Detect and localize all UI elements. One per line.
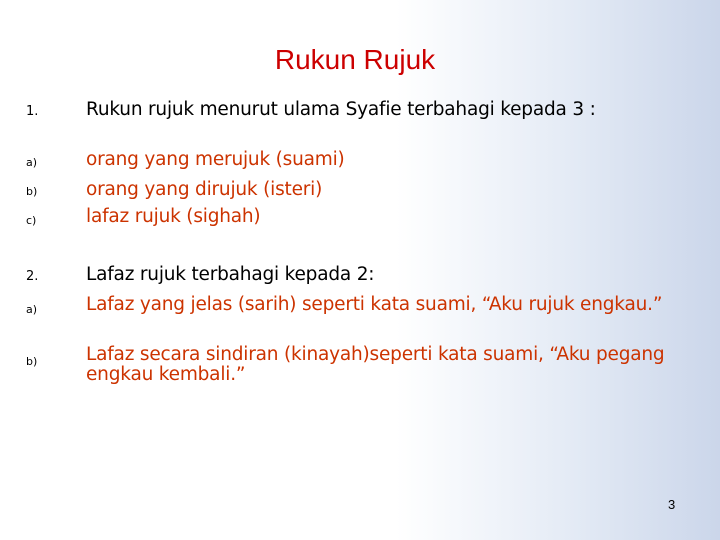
section-1-text: Rukun rujuk menurut ulama Syafie terbahagi kepada 3 : — [86, 99, 596, 120]
slide-title: Rukun Rujuk — [274, 44, 436, 75]
section-2-item-b-text: Lafaz secara sindiran (kinayah)seperti kata suami, “Aku pegang engkau kembali.” — [86, 344, 665, 385]
section-1-item-b-text: orang yang dirujuk (isteri) — [86, 179, 323, 200]
section-1-item-c-text: lafaz rujuk (sighah) — [86, 206, 261, 227]
section-2-item-b-marker: b) — [26, 355, 38, 368]
section-1-item-b-marker: b) — [26, 185, 38, 198]
page-number: 3 — [668, 497, 676, 512]
section-2-marker: 2. — [26, 269, 39, 284]
section-1-item-a-marker: a) — [26, 156, 38, 169]
section-1-item-a-text: orang yang merujuk (suami) — [86, 149, 345, 170]
section-2-item-a-text: Lafaz yang jelas (sarih) seperti kata suami, “Aku rujuk engkau.” — [86, 294, 663, 315]
section-2-item-a-marker: a) — [26, 303, 38, 316]
section-1-item-c-marker: c) — [26, 214, 37, 227]
section-1-marker: 1. — [26, 104, 39, 119]
section-2-text: Lafaz rujuk terbahagi kepada 2: — [86, 264, 375, 285]
